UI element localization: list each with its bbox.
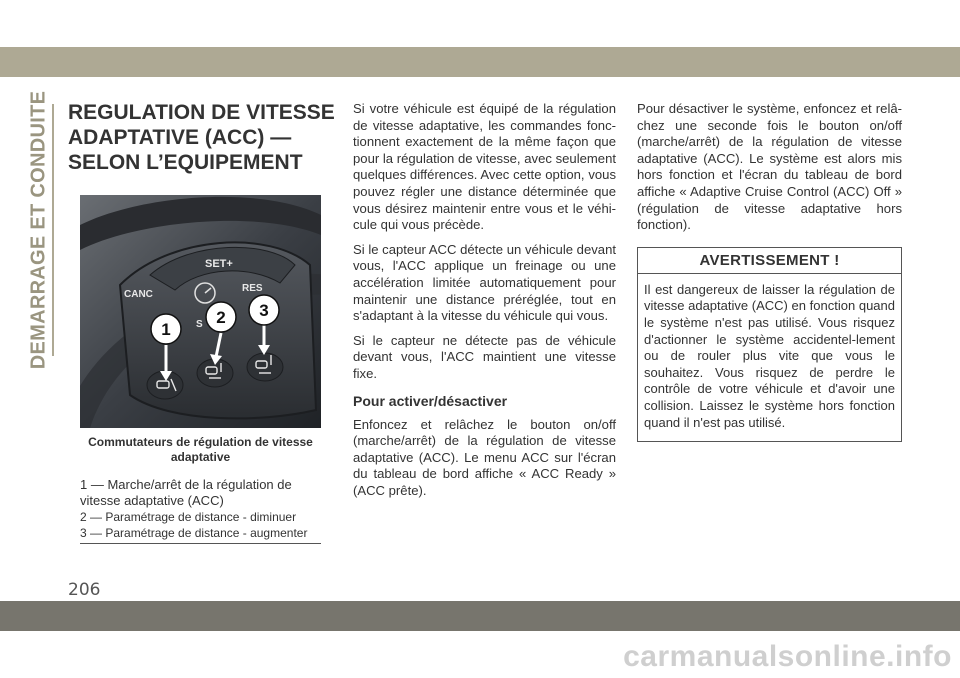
steering-wheel-switch-figure — [80, 195, 321, 428]
paragraph: Pour désactiver le système, enfoncez et relâ-chez une seconde fois le bouton on/off (marche/arrêt) de la régulation de vitesse adaptative (ACC). Le système est alors mis hors fonction et l'écran du tableau de bord affiche « Adaptive Cruise Control (ACC) Off » (régulation de vitesse adaptative hors fonction). — [637, 101, 902, 233]
callout-2 — [206, 302, 236, 332]
legend-item-3: 3 — Paramétrage de distance - augmenter — [80, 526, 308, 540]
page-number: 206 — [68, 580, 101, 600]
paragraph: Si le capteur ACC détecte un véhicule devant vous, l'ACC applique un freinage ou une accélération limitée automatiquement pour maintenir une distance préréglée, tout en s'adaptant à la vitesse du véhicule qui vous. — [353, 241, 616, 324]
section-tab-divider — [52, 104, 54, 356]
page-title — [68, 100, 335, 175]
steering-wheel-illustration — [80, 195, 321, 428]
warning-box — [637, 247, 902, 442]
section-tab — [27, 90, 51, 370]
subheading-activate: Pour activer/désactiver — [353, 392, 508, 409]
figure-legend — [80, 477, 321, 544]
legend-item-1: 1 — Marche/arrêt de la régulation de vitesse adaptative (ACC) — [80, 477, 292, 508]
paragraph: Si le capteur ne détecte pas de véhicule devant vous, l'ACC maintient une vitesse fixe. — [353, 332, 616, 381]
s-label: S — [196, 319, 203, 330]
paragraph: Si votre véhicule est équipé de la régulation de vitesse adaptative, les commandes fonc-tionnent exactement de la même façon que pour la régulation de vitesse, avec seulement quelques différences. Avec cette option, vous pouvez régler une distance déterminée que vous désirez maintenir entre vous et le véhi-cule qui vous précède. — [353, 101, 616, 233]
callout-3 — [249, 295, 279, 325]
svg-text:2: 2 — [216, 308, 226, 327]
callout-1 — [151, 314, 181, 344]
bottom-band — [0, 601, 960, 631]
paragraph: Enfoncez et relâchez le bouton on/off (marche/arrêt) de la régulation de vitesse adaptative (ACC). Le menu ACC sur l'écran du tableau de bord affiche « ACC Ready » (ACC prête). — [353, 416, 616, 498]
svg-text:3: 3 — [259, 301, 269, 320]
page-title-line3: SELON L’EQUIPEMENT — [68, 151, 303, 174]
set-plus-label: SET+ — [205, 258, 233, 270]
text-column-middle — [353, 101, 616, 507]
page-title-line1: REGULATION DE VITESSE — [68, 101, 335, 124]
page-title-line2: ADAPTATIVE (ACC) — — [68, 126, 292, 149]
distance-increase-button — [247, 353, 283, 381]
section-tab-label: DEMARRAGE ET CONDUITE — [27, 90, 50, 370]
svg-text:1: 1 — [161, 320, 171, 339]
text-column-right — [637, 101, 902, 442]
top-band — [0, 47, 960, 77]
legend-item-2: 2 — Paramétrage de distance - diminuer — [80, 510, 297, 524]
res-label: RES — [242, 283, 263, 294]
canc-label: CANC — [124, 289, 153, 300]
watermark: carmanualsonline.info — [623, 640, 952, 673]
figure-caption: Commutateurs de régulation de vitesse adaptative — [88, 435, 313, 464]
warning-title: AVERTISSEMENT ! — [638, 248, 901, 274]
warning-text: Il est dangereux de laisser la régulation de vitesse adaptative (ACC) en fonction quand le système n'est pas utilisé. Vous risquez d'actionner le système accidentel-lement ou de rouler plus vite que vous le souhaitez. Vous risquez de perdre le contrôle de votre véhicule et d'avoir une collision. Laissez le système hors fonction quand il n'est pas utilisé. — [644, 281, 895, 430]
